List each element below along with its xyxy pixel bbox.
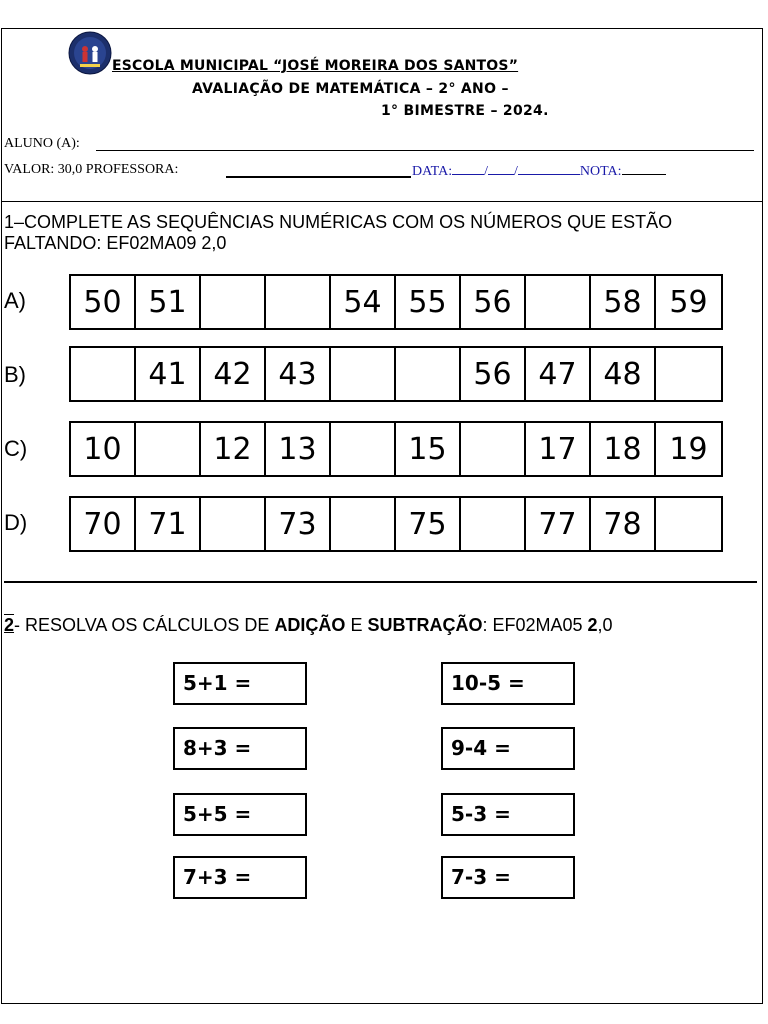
sequence-cell: 51: [136, 276, 201, 328]
sequence-cell: 54: [331, 276, 396, 328]
sequence-cell: 71: [136, 498, 201, 550]
sequence-cell: 73: [266, 498, 331, 550]
sequence-row-c: [69, 421, 723, 477]
row-label-b: B): [4, 362, 26, 387]
student-name-label: ALUNO (A):: [4, 136, 80, 151]
sequence-blank[interactable]: [331, 498, 396, 550]
sequence-blank[interactable]: [331, 423, 396, 475]
sequence-cell: 19: [669, 431, 708, 467]
sequence-blank[interactable]: [201, 498, 266, 550]
question-2-text-b: E: [345, 615, 368, 635]
exam-term: 1° BIMESTRE – 2024.: [381, 103, 549, 119]
header-separator: [2, 201, 762, 202]
sequence-blank[interactable]: [71, 348, 136, 400]
calc-box-addition-4[interactable]: 7+3 =: [173, 856, 307, 899]
question-2-number: 2: [4, 615, 15, 635]
calc-box-addition-3[interactable]: 5+5 =: [173, 793, 307, 836]
sequence-blank[interactable]: [266, 276, 331, 328]
date-day-line[interactable]: [452, 162, 484, 175]
question-2-text: [4, 615, 613, 636]
student-name-line[interactable]: [96, 150, 754, 151]
question-2-text-a: - RESOLVA OS CÁLCULOS DE: [14, 615, 275, 635]
sequence-cell: 78: [591, 498, 656, 550]
sequence-cell: 59: [669, 284, 708, 320]
school-logo: [68, 31, 112, 75]
question-2-bold-subtraction: SUBTRAÇÃO: [367, 615, 483, 635]
sequence-blank[interactable]: [461, 423, 526, 475]
question-2-text-d: ,0: [597, 615, 613, 635]
sequence-row-d: [69, 496, 723, 552]
sequence-cell: 15: [396, 423, 461, 475]
sequence-cell: 48: [591, 348, 656, 400]
date-slash-2: /: [514, 164, 518, 179]
sequence-cell: 77: [526, 498, 591, 550]
sequence-cell: 10: [71, 423, 136, 475]
calc-box-subtraction-4[interactable]: 7-3 =: [441, 856, 575, 899]
sequence-blank[interactable]: [526, 276, 591, 328]
sequence-cell: 13: [266, 423, 331, 475]
sequence-cell: 56: [461, 276, 526, 328]
sequence-cell: 47: [526, 348, 591, 400]
teacher-name-line[interactable]: [226, 176, 411, 178]
row-label-d: D): [4, 510, 28, 535]
question-2-bold-addition: ADIÇÃO: [274, 615, 346, 635]
question-2-text-c: : EF02MA05: [482, 615, 588, 635]
calc-box-subtraction-3[interactable]: 5-3 =: [441, 793, 575, 836]
date-month-line[interactable]: [488, 162, 514, 175]
sequence-row-a: [69, 274, 723, 330]
sequence-row-b: [69, 346, 723, 402]
sequence-blank[interactable]: [201, 276, 266, 328]
sequence-blank[interactable]: [461, 498, 526, 550]
sequence-cell: 12: [201, 423, 266, 475]
sequence-cell: 17: [526, 423, 591, 475]
row-label-c: C): [4, 436, 28, 461]
date-year-line[interactable]: [518, 162, 580, 175]
sequence-cell: 55: [396, 276, 461, 328]
date-label: DATA:: [412, 164, 453, 179]
sequence-blank[interactable]: [136, 423, 201, 475]
section-separator: [4, 581, 757, 583]
sequence-cell: 70: [71, 498, 136, 550]
calc-box-subtraction-1[interactable]: 10-5 =: [441, 662, 575, 705]
school-name: ESCOLA MUNICIPAL “JOSÉ MOREIRA DOS SANTOS”: [112, 58, 519, 74]
date-grade-fields: [412, 162, 666, 180]
grade-line[interactable]: [622, 162, 666, 175]
grade-label: NOTA:: [579, 164, 622, 179]
valor-professora-label: VALOR: 30,0 PROFESSORA:: [4, 162, 179, 177]
exam-title: AVALIAÇÃO DE MATEMÁTICA – 2° ANO –: [192, 81, 509, 97]
sequence-cell: 58: [591, 276, 656, 328]
date-slash-1: /: [484, 164, 488, 179]
question-2-bold-value: 2: [587, 615, 598, 635]
calc-box-addition-2[interactable]: 8+3 =: [173, 727, 307, 770]
sequence-blank[interactable]: [396, 348, 461, 400]
question-1-text: 1–COMPLETE AS SEQUÊNCIAS NUMÉRICAS COM OS NÚMEROS QUE ESTÃO FALTANDO: EF02MA09 2,0: [4, 212, 673, 253]
sequence-cell: 42: [201, 348, 266, 400]
sequence-cell: 50: [71, 276, 136, 328]
row-label-a: A): [4, 288, 26, 313]
sequence-cell: 56: [461, 348, 526, 400]
sequence-cell: 41: [136, 348, 201, 400]
calc-box-addition-1[interactable]: 5+1 =: [173, 662, 307, 705]
sequence-cell: 43: [266, 348, 331, 400]
sequence-blank[interactable]: [331, 348, 396, 400]
calc-box-subtraction-2[interactable]: 9-4 =: [441, 727, 575, 770]
sequence-blank[interactable]: [656, 348, 721, 400]
sequence-blank[interactable]: [656, 498, 721, 550]
sequence-cell: 75: [396, 498, 461, 550]
sequence-cell: 18: [591, 423, 656, 475]
